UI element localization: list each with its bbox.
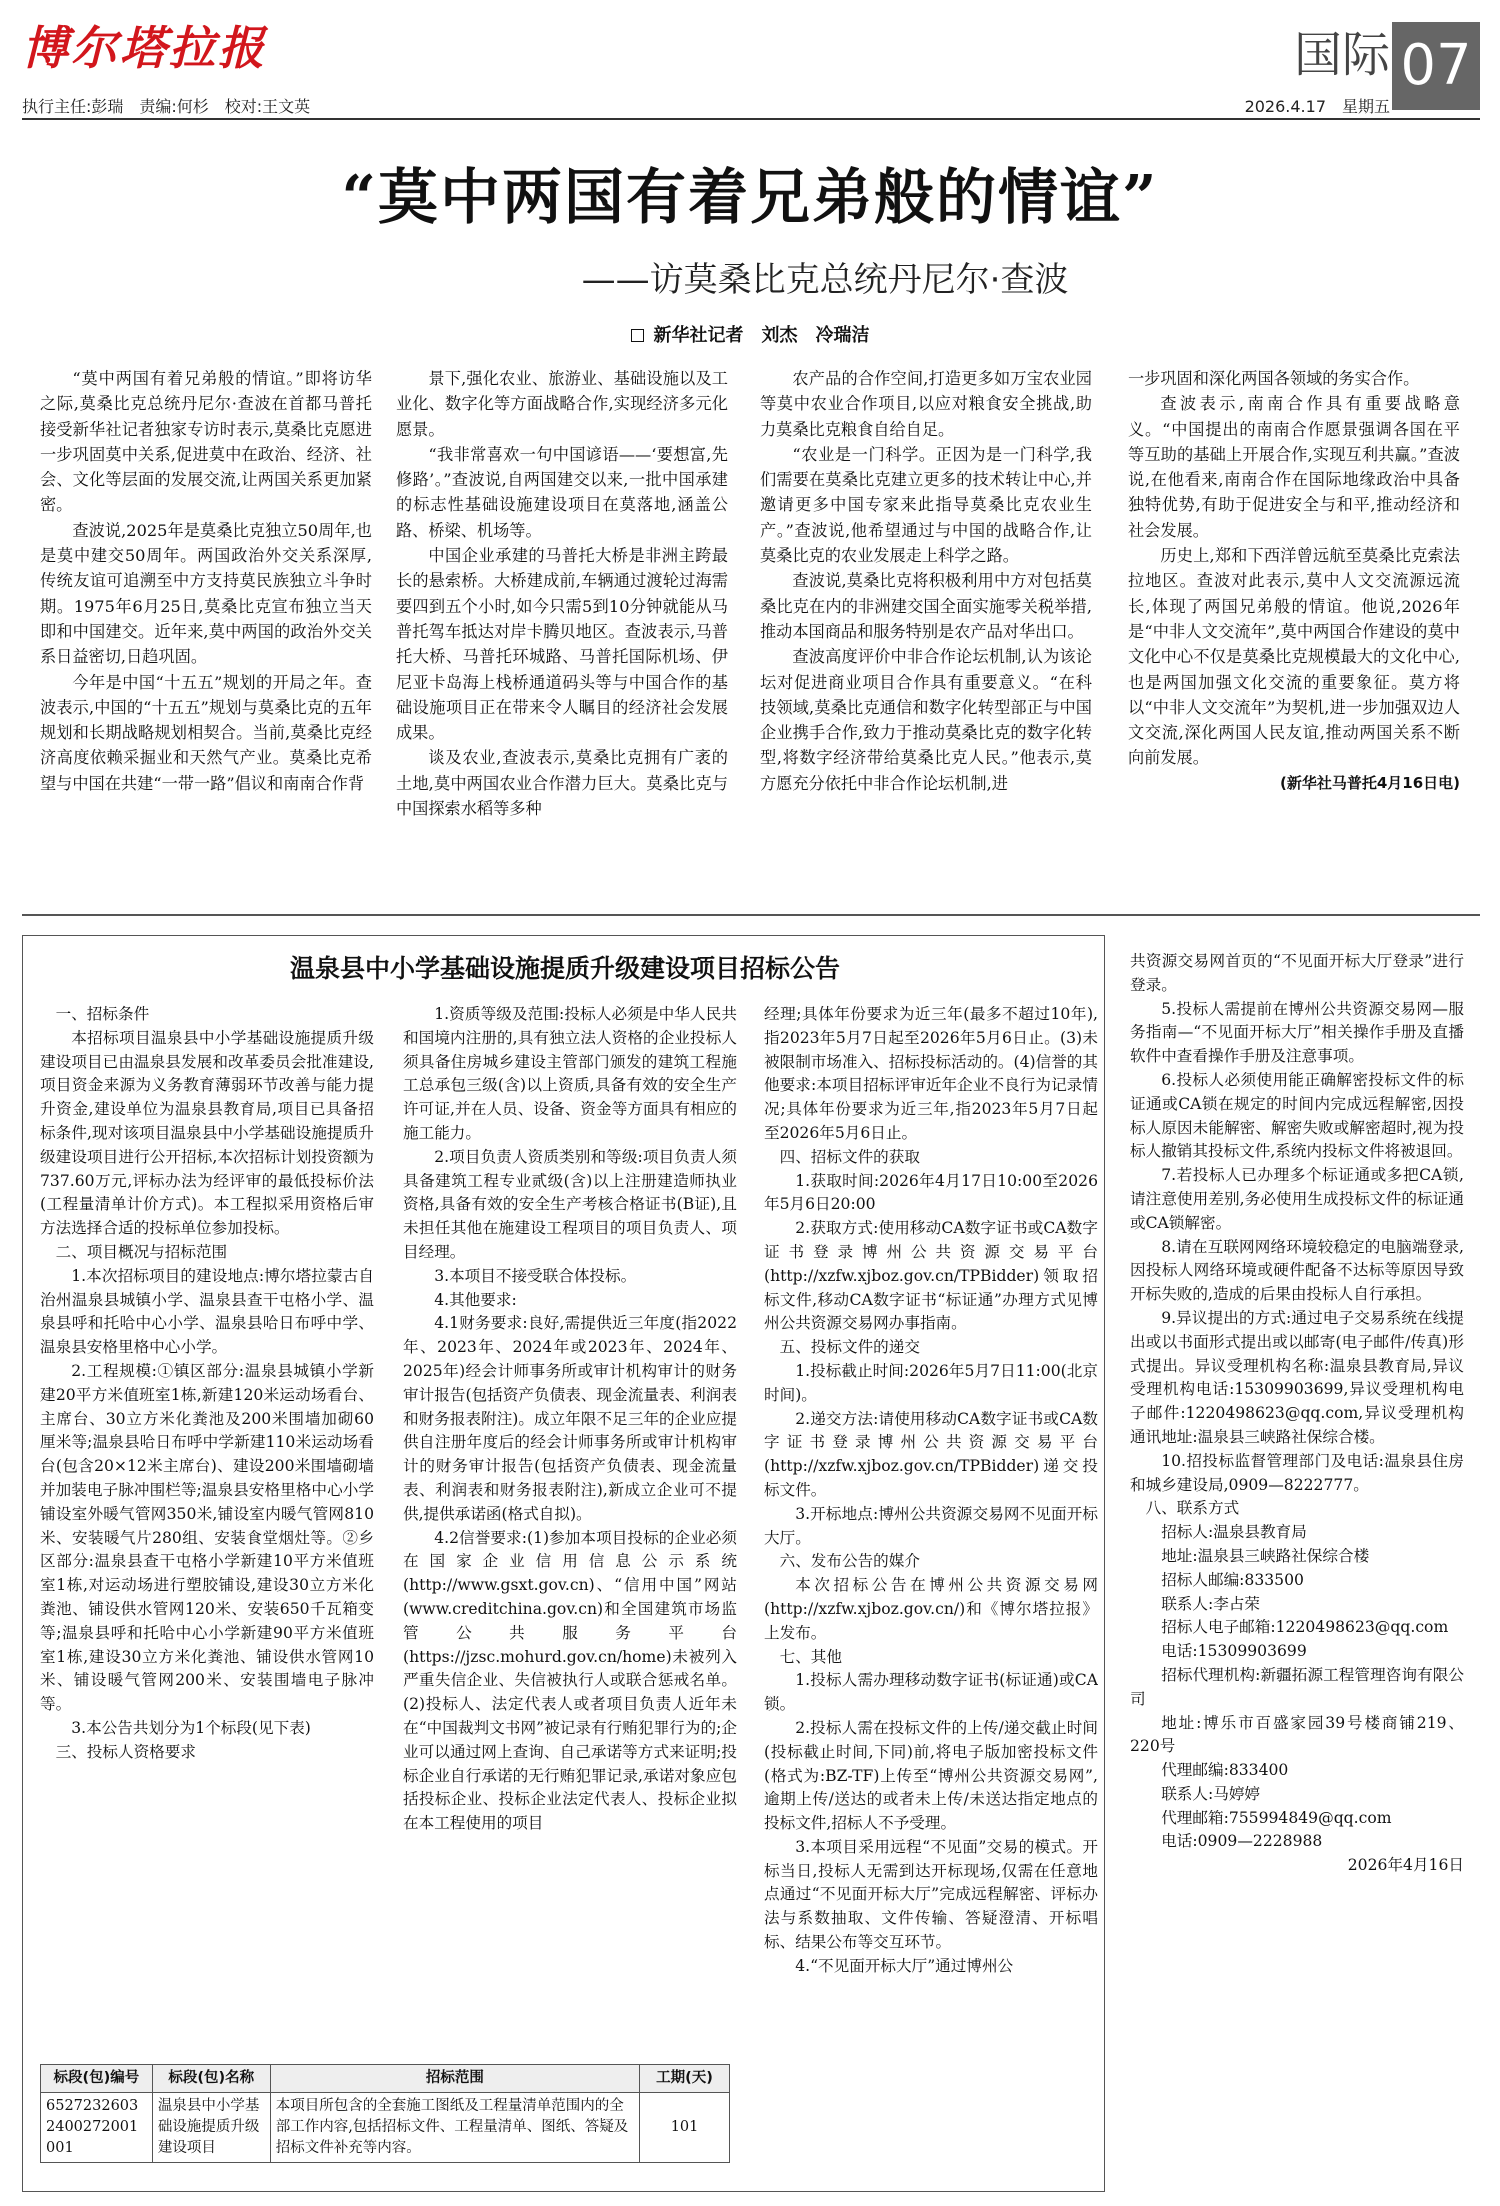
- paragraph: 9.异议提出的方式:通过电子交易系统在线提出或以书面形式提出或以邮寄(电子邮件/传真)形式提出。异议受理机构名称:温泉县教育局,异议受理机构电话:15309903699,异议受理机构电子邮件:1220498623@qq.com,异议受理机构通讯地址:温泉县三峡路社保综合楼。: [1130, 1308, 1464, 1446]
- paragraph: 2.工程规模:①镇区部分:温泉县城镇小学新建20平方米值班室1栋,新建120米运动场看台、主席台、30立方米化粪池及200米围墙加砌60厘米等;温泉县哈日布呼中学新建110米运动场看台(包含20×12米主席台)、建设200米围墙砌墙并加装电子脉冲围栏等;温泉县安格里格中心小学铺设室外暖气管网350米,铺设室内暖气管网810米、安装暖气片280组、安装食堂烟灶等。②乡区部分:温泉县查干屯格小学新建10平方米值班室1栋,对运动场进行塑胶铺设,建设30立方米化粪池、铺设供水管网120米、安装650千瓦箱变等;温泉县呼和托哈中心小学新建90平方米值班室1栋,建设30立方米化粪池、铺设供水管网10米、铺设暖气管网200米、安装围墙电子脉冲等。: [40, 1361, 374, 1714]
- article-column-2: [396, 366, 728, 876]
- table-header: 标段(包)名称: [152, 2065, 270, 2093]
- editor-credits: 执行主任:彭瑞 责编:何杉 校对:王文英: [22, 97, 311, 116]
- article-column-3: [760, 366, 1092, 876]
- contact-line: 联系人:马婷婷: [1161, 1784, 1261, 1803]
- table-cell: 本项目所包含的全套施工图纸及工程量清单范围内的全部工作内容,包括招标文件、工程量清单、图纸、答疑及招标文件补充等内容。: [270, 2093, 639, 2163]
- header-rule: [22, 118, 1480, 120]
- paragraph: 查波说,2025年是莫桑比克独立50周年,也是莫中建交50周年。两国政治外交关系深厚,传统友谊可追溯至中方支持莫民族独立斗争时期。1975年6月25日,莫桑比克宣布独立当天即和中国建交。近年来,莫中两国的政治外交关系日益密切,日趋巩固。: [40, 520, 372, 667]
- paragraph: 4.“不见面开标大厅”通过博州公: [795, 1956, 1014, 1975]
- notice-heading: 三、投标人资格要求: [55, 1742, 196, 1761]
- paragraph: “我非常喜欢一句中国谚语——‘要想富,先修路’。”查波说,自两国建交以来,一批中国承建的标志性基础设施建设项目在莫落地,涵盖公路、桥梁、机场等。: [396, 444, 728, 540]
- paragraph: 2.投标人需在投标文件的上传/递交截止时间(投标截止时间,下同)前,将电子版加密投标文件(格式为:BZ-TF)上传至“博州公共资源交易网”,逾期上传/送达的或者未上传/未送达指定地点的投标文件,招标人不予受理。: [764, 1718, 1098, 1833]
- notice-heading: 八、联系方式: [1145, 1499, 1240, 1518]
- paragraph: 历史上,郑和下西洋曾远航至莫桑比克索法拉地区。查波对此表示,莫中人文交流源远流长,体现了两国兄弟般的情谊。他说,2026年是“中非人文交流年”,莫中两国合作建设的莫中文化中心不仅是莫桑比克规模最大的文化中心,也是两国加强文化交流的重要象征。莫方将以“中非人文交流年”为契机,进一步加强双边人文交流,深化两国人民友谊,推动两国关系不断向前发展。: [1128, 546, 1460, 768]
- notice-heading: 二、项目概况与招标范围: [55, 1242, 228, 1261]
- paragraph: 10.招投标监督管理部门及电话:温泉县住房和城乡建设局,0909—8222777。: [1130, 1451, 1464, 1494]
- paragraph: 3.开标地点:博州公共资源交易网不见面开标大厅。: [764, 1504, 1098, 1547]
- notice-heading: 五、投标文件的递交: [779, 1338, 920, 1357]
- paragraph: 谈及农业,查波表示,莫桑比克拥有广袤的土地,莫中两国农业合作潜力巨大。莫桑比克与中国探索水稻等多种: [396, 748, 728, 819]
- paragraph: 1.投标截止时间:2026年5月7日11:00(北京时间)。: [764, 1361, 1098, 1404]
- paragraph: 1.投标人需办理移动数字证书(标证通)或CA锁。: [764, 1671, 1098, 1714]
- table-header: 招标范围: [270, 2065, 639, 2093]
- paragraph: 3.本公告共划分为1个标段(见下表): [71, 1718, 311, 1737]
- table-cell: 65272326032400272001001: [41, 2093, 153, 2163]
- notice-heading: 一、招标条件: [55, 1005, 150, 1023]
- paragraph: 6.投标人必须使用能正确解密投标文件的标证通或CA锁在规定的时间内完成远程解密,因投标人原因未能解密、解密失败或解密超时,视为投标人撤销其投标文件,系统内投标文件将被退回。: [1130, 1070, 1464, 1161]
- masthead-logo: 博尔塔拉报: [22, 21, 267, 75]
- paragraph: 本次招标公告在博州公共资源交易网(http://xzfw.xjboz.gov.cn/)和《博尔塔拉报》上发布。: [764, 1576, 1098, 1642]
- notice-column-3: [764, 1003, 1098, 2178]
- paragraph: 3.本项目不接受联合体投标。: [434, 1266, 637, 1285]
- paragraph: 一步巩固和深化两国各领域的务实合作。: [1128, 369, 1420, 388]
- contact-line: 代理邮编:833400: [1161, 1761, 1289, 1780]
- contact-line: 联系人:李占荣: [1161, 1594, 1261, 1613]
- paragraph: “农业是一门科学。正因为是一门科学,我们需要在莫桑比克建立更多的技术转让中心,并邀请更多中国专家来此指导莫桑比克农业生产。”查波说,他希望通过与中国的战略合作,让莫桑比克的农业发展走上科学之路。: [760, 444, 1092, 566]
- paragraph: 中国企业承建的马普托大桥是非洲主跨最长的悬索桥。大桥建成前,车辆通过渡轮过海需要四到五个小时,如今只需5到10分钟就能从马普托驾车抵达对岸卡腾贝地区。查波表示,马普托大桥、马普托环城路、马普托国际机场、伊尼亚卡岛海上栈桥通道码头等与中国合作的基础设施项目正在带来令人瞩目的经济社会发展成果。: [396, 546, 728, 743]
- paragraph: 2.递交方法:请使用移动CA数字证书或CA数字证书登录博州公共资源交易平台(http://xzfw.xjboz.gov.cn/TPBidder)递交投标文件。: [764, 1409, 1098, 1499]
- paragraph: 4.2信誉要求:(1)参加本项目投标的企业必须在国家企业信用信息公示系统(http://www.gsxt.gov.cn)、“信用中国”网站(www.creditchina.gov.cn)和全国建筑市场监管公共服务平台(https://jzsc.mohurd.gov.cn/home)未被列入严重失信企业、失信被执行人或联合惩戒名单。(2)投标人、法定代表人或者项目负责人近年未在“中国裁判文书网”被记录有行贿犯罪行为的;企业可以通过网上查询、自己承诺等方式来证明;投标企业自行承诺的无行贿犯罪记录,承诺对象应包括投标企业、投标企业法定代表人、投标企业拟在本工程使用的项目: [403, 1528, 737, 1833]
- section-label: 国际: [1293, 27, 1390, 83]
- table-row: [41, 2093, 730, 2163]
- paragraph: 1.本次招标项目的建设地点:博尔塔拉蒙古自治州温泉县城镇小学、温泉县查干屯格小学、温泉县呼和托哈中心小学、温泉县哈日布呼中学、温泉县安格里格中心小学。: [40, 1266, 374, 1357]
- notice-heading: 六、发布公告的媒介: [779, 1552, 920, 1571]
- paragraph: 查波说,莫桑比克将积极利用中方对包括莫桑比克在内的非洲建交国全面实施零关税举措,推动本国商品和服务特别是农产品对华出口。: [760, 571, 1092, 641]
- paragraph: 经理;具体年份要求为近三年(最多不超过10年),指2023年5月7日起至2026年5月6日止。(3)未被限制市场准入、招标投标活动的。(4)信誉的其他要求:本项目招标评审近年企业不良行为记录情况;具体年份要求为近三年,指2023年5月7日起至2026年5月6日止。: [764, 1005, 1098, 1142]
- paragraph: 2.获取方式:使用移动CA数字证书或CA数字证书登录博州公共资源交易平台(http://xzfw.xjboz.gov.cn/TPBidder)领取招标文件,移动CA数字证书“标证通”办理方式见博州公共资源交易网办事指南。: [764, 1219, 1098, 1333]
- article-byline: [0, 322, 1500, 350]
- paragraph: 3.本项目采用远程“不见面”交易的模式。开标当日,投标人无需到达开标现场,仅需在任意地点通过“不见面开标大厅”完成远程解密、评标办法与系数抽取、文件传输、答疑澄清、开标唱标、结果公布等交互环节。: [764, 1837, 1098, 1952]
- contact-line: 地址:温泉县三峡路社保综合楼: [1161, 1546, 1370, 1565]
- notice-column-1: [40, 1003, 374, 2055]
- article-headline: “莫中两国有着兄弟般的情谊”: [341, 163, 1159, 233]
- paragraph: 4.其他要求:: [434, 1290, 517, 1309]
- paragraph: 8.请在互联网网络环境较稳定的电脑端登录,因投标人网络环境或硬件配备不达标等原因导致开标失败的,造成的后果由投标人自行承担。: [1130, 1237, 1464, 1304]
- paragraph: 共资源交易网首页的“不见面开标大厅登录”进行登录。: [1130, 952, 1464, 994]
- contact-line: 地址:博乐市百盛家园39号楼商铺219、220号: [1130, 1713, 1464, 1756]
- table-header-row: [41, 2065, 730, 2093]
- paragraph: 1.资质等级及范围:投标人必须是中华人民共和国境内注册的,具有独立法人资格的企业投标人须具备住房城乡建设主管部门颁发的建筑工程施工总承包三级(含)以上资质,具备有效的安全生产许可证,并在人员、设备、资金等方面具有相应的施工能力。: [403, 1005, 737, 1142]
- table-header: 标段(包)编号: [41, 2065, 153, 2093]
- contact-line: 代理邮箱:755994849@qq.com: [1161, 1808, 1392, 1827]
- paragraph: 5.投标人需提前在博州公共资源交易网—服务指南—“不见面开标大厅”相关操作手册及直播软件中查看操作手册及注意事项。: [1130, 999, 1464, 1066]
- contact-line: 招标人邮编:833500: [1161, 1570, 1304, 1589]
- section-divider: [22, 914, 1480, 916]
- article-column-1: [40, 366, 372, 876]
- notice-heading: 七、其他: [779, 1647, 842, 1666]
- contact-line: 招标人:温泉县教育局: [1161, 1523, 1307, 1542]
- paragraph: 查波表示,南南合作具有重要战略意义。“中国提出的南南合作愿景强调各国在平等互助的基础上开展合作,实现互利共赢。”查波说,在他看来,南南合作在国际地缘政治中具备独特优势,有助于促进安全与和平,推动经济和社会发展。: [1128, 394, 1460, 540]
- byline-box-icon: [631, 329, 644, 342]
- issue-date: 2026.4.17 星期五: [1244, 97, 1390, 116]
- table-cell: 温泉县中小学基础设施提质升级建设项目: [152, 2093, 270, 2163]
- paragraph: 查波高度评价中非合作论坛机制,认为该论坛对促进商业项目合作具有重要意义。“在科技领域,莫桑比克通信和数字化转型部正与中国企业携手合作,致力于推动莫桑比克的数字化转型,将数字经济带给莫桑比克人民。”他表示,莫方愿充分依托中非合作论坛机制,进: [760, 647, 1092, 793]
- byline-text: 新华社记者 刘杰 冷瑞洁: [653, 325, 870, 346]
- contact-line: 电话:0909—2228988: [1161, 1832, 1323, 1851]
- paragraph: 1.获取时间:2026年4月17日10:00至2026年5月6日20:00: [764, 1171, 1098, 1214]
- paragraph: 景下,强化农业、旅游业、基础设施以及工业化、数字化等方面战略合作,实现经济多元化愿景。: [396, 369, 728, 439]
- notice-column-4: [1130, 950, 1464, 2180]
- notice-heading: 四、招标文件的获取: [779, 1147, 920, 1166]
- tender-lot-table: [40, 2064, 730, 2163]
- notice-column-2: [403, 1003, 737, 2055]
- notice-date: 2026年4月16日: [1347, 1856, 1464, 1875]
- notice-title: 温泉县中小学基础设施提质升级建设项目招标公告: [289, 954, 840, 983]
- paragraph: 7.若投标人已办理多个标证通或多把CA锁,请注意使用差别,务必使用生成投标文件的标证通或CA锁解密。: [1130, 1166, 1464, 1232]
- paragraph: 2.项目负责人资质类别和等级:项目负责人须具备建筑工程专业贰级(含)以上注册建造师执业资格,具备有效的安全生产考核合格证书(B证),且未担任其他在施建设工程项目的项目负责人、项目经理。: [403, 1147, 737, 1261]
- contact-line: 招标人电子邮箱:1220498623@qq.com: [1161, 1618, 1449, 1637]
- contact-line: 招标代理机构:新疆拓源工程管理咨询有限公司: [1130, 1665, 1464, 1708]
- table-header: 工期(天): [640, 2065, 730, 2093]
- paragraph: “莫中两国有着兄弟般的情谊。”即将访华之际,莫桑比克总统丹尼尔·查波在首都马普托接受新华社记者独家专访时表示,莫桑比克愿进一步巩固莫中关系,促进莫中在政治、经济、社会、文化等层面的发展交流,让两国关系更加紧密。: [40, 369, 372, 515]
- article-dateline: (新华社马普托4月16日电): [1279, 773, 1460, 792]
- table-cell: 101: [640, 2093, 730, 2163]
- paragraph: 4.1财务要求:良好,需提供近三年度(指2022年、2023年、2024年或2023年、2024年、2025年)经会计师事务所或审计机构审计的财务审计报告(包括资产负债表、现金流量表、利润表和财务报表附注)。成立年限不足三年的企业应提供自注册年度后的经会计师事务所或审计机构审计的财务审计报告(包括资产负债表、现金流量表、利润表和财务报表附注),新成立企业可不提供,提供承诺函(格式自拟)。: [403, 1314, 737, 1523]
- contact-line: 电话:15309903699: [1161, 1642, 1307, 1661]
- page-number: 07: [1392, 22, 1480, 110]
- paragraph: 农产品的合作空间,打造更多如万宝农业园等莫中农业合作项目,以应对粮食安全挑战,助力莫桑比克粮食自给自足。: [760, 369, 1092, 439]
- article-subheadline: ——访莫桑比克总统丹尼尔·查波: [581, 260, 1069, 300]
- article-column-4: [1128, 366, 1460, 876]
- paragraph: 今年是中国“十五五”规划的开局之年。查波表示,中国的“十五五”规划与莫桑比克的五年规划和长期战略规划相契合。当前,莫桑比克经济高度依赖采掘业和天然气产业。莫桑比克希望与中国在共建“一带一路”倡议和南南合作背: [40, 672, 372, 793]
- paragraph: 本招标项目温泉县中小学基础设施提质升级建设项目已由温泉县发展和改革委员会批准建设,项目资金来源为义务教育薄弱环节改善与能力提升资金,建设单位为温泉县教育局,项目已具备招标条件,现对该项目温泉县中小学基础设施提质升级建设项目进行公开招标,本次招标计划投资额为737.60万元,评标办法为经评审的最低投标价法(工程量清单计价方式)。本工程拟采用资格后审方法选择合适的投标单位参加投标。: [40, 1028, 374, 1238]
